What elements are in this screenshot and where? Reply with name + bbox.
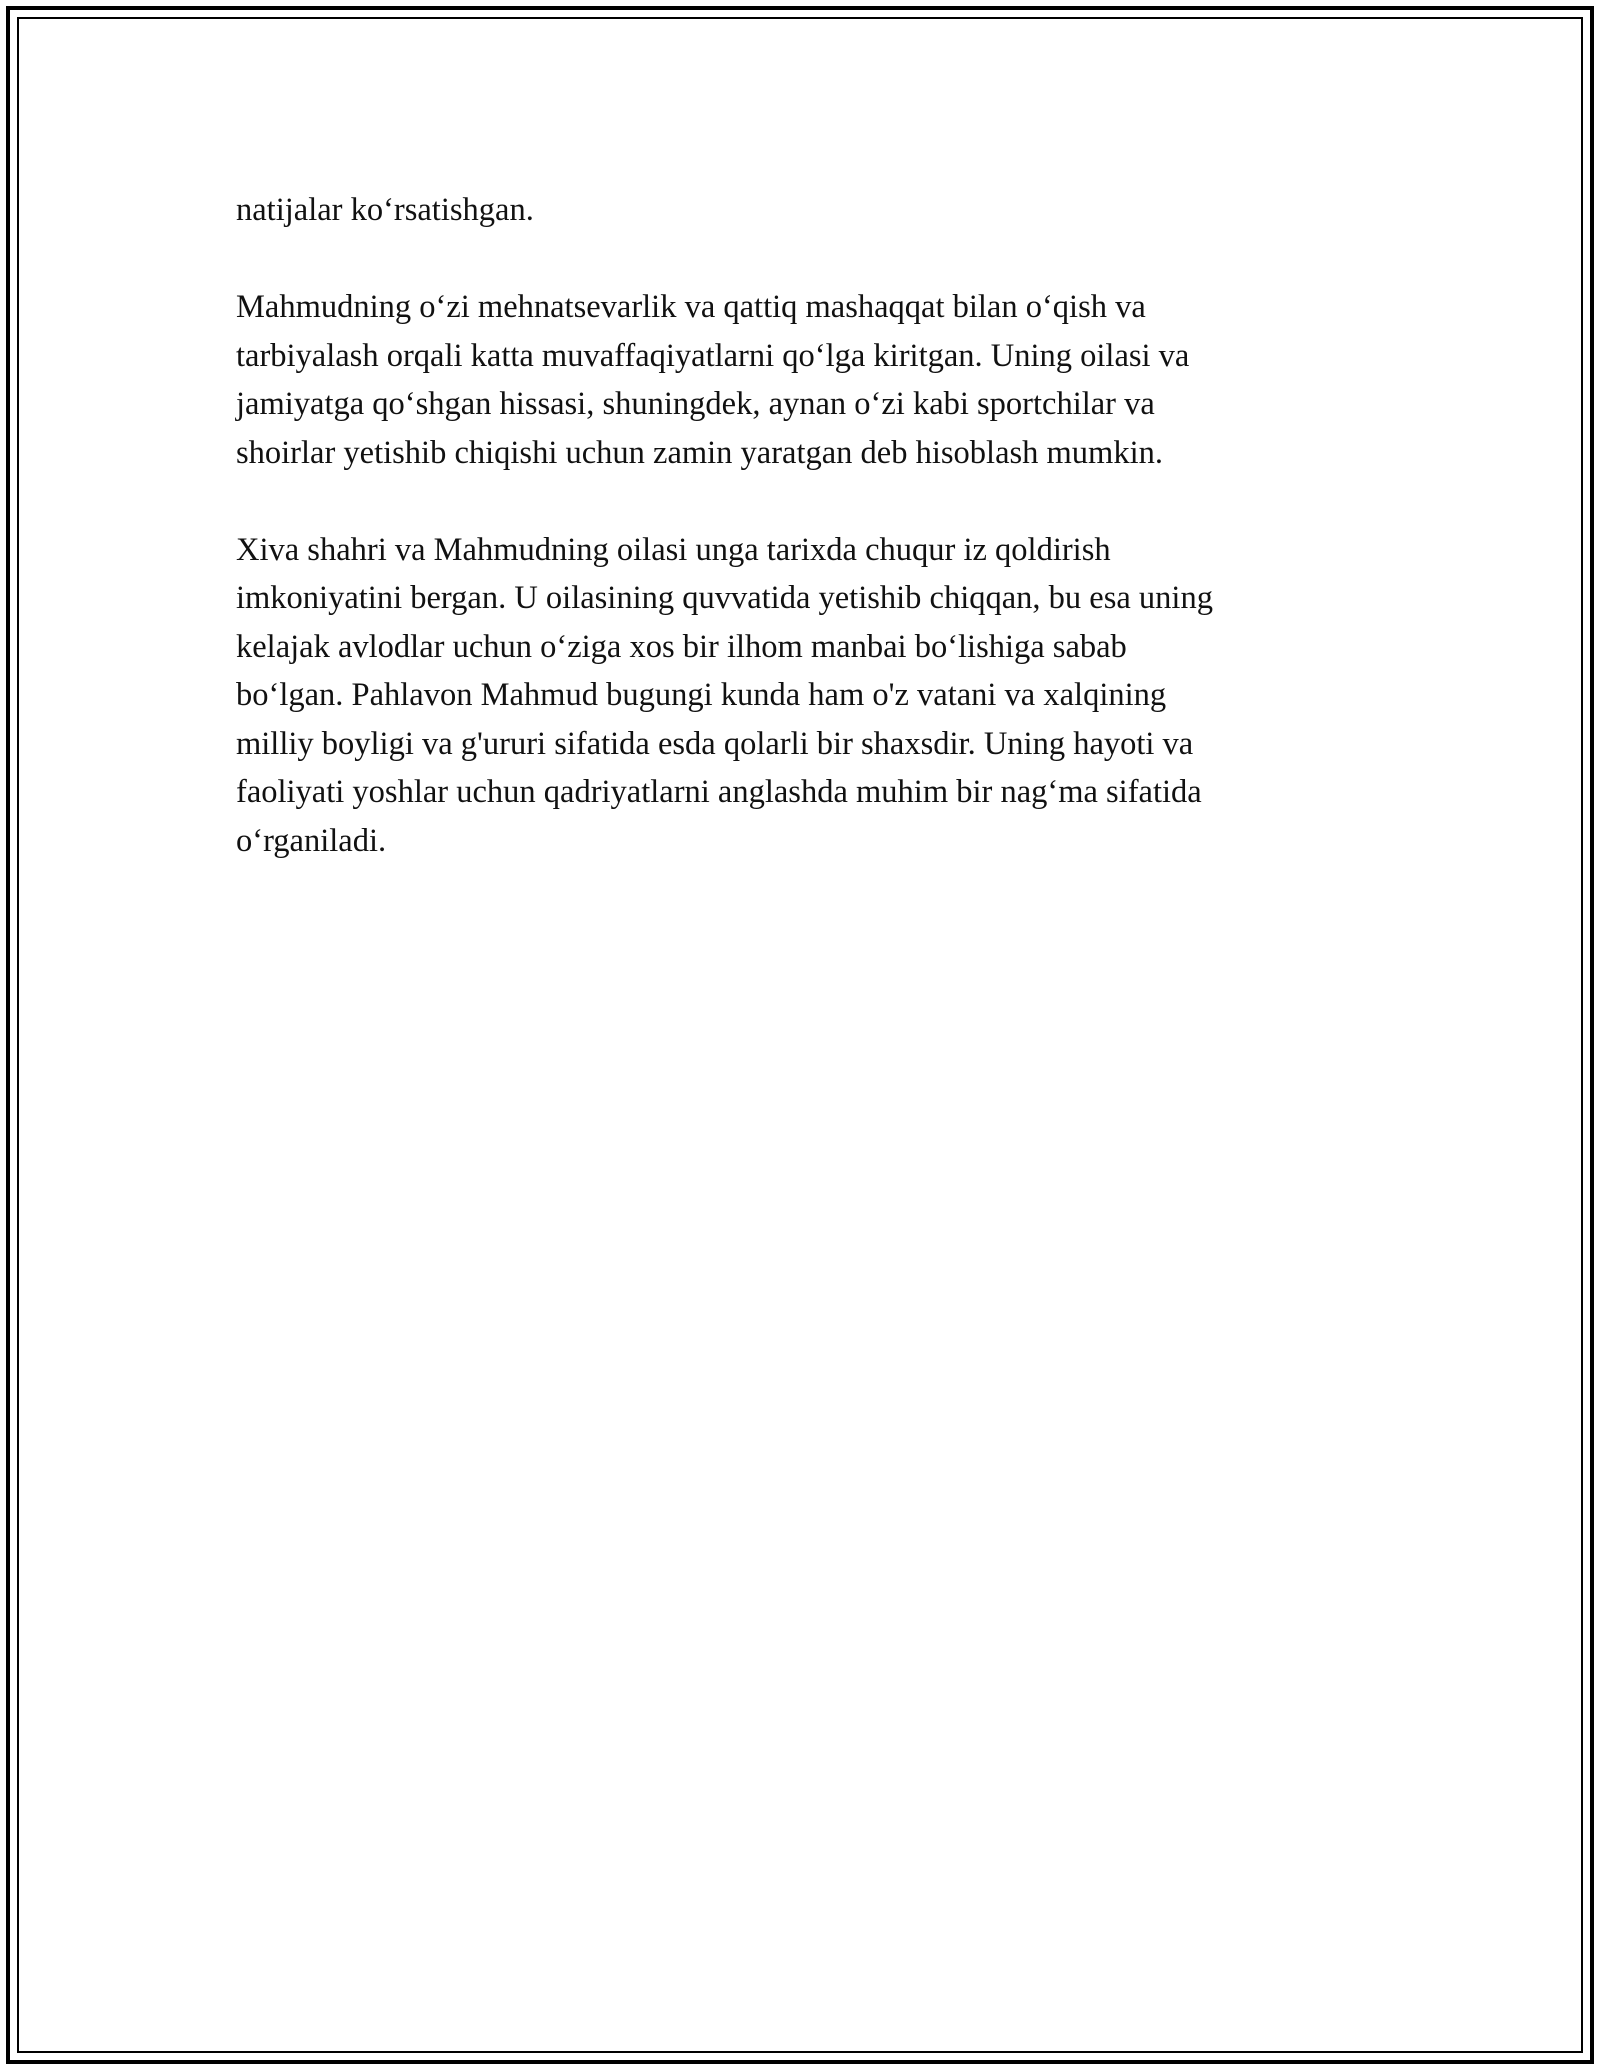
text-line: imkoniyatini bergan. U oilasining quvvatida yetishib chiqqan, bu esa uning bbox=[236, 580, 1213, 616]
paragraph bbox=[236, 526, 1366, 866]
text-line: Mahmudning o‘zi mehnatsevarlik va qattiq mashaqqat bilan o‘qish va bbox=[236, 289, 1146, 325]
text-line: kelajak avlodlar uchun o‘ziga xos bir ilhom manbai bo‘lishiga sabab bbox=[236, 628, 1127, 665]
text-line: faoliyati yoshlar uchun qadriyatlarni anglashda muhim bir nag‘ma sifatida bbox=[236, 774, 1202, 810]
text-line: bo‘lgan. Pahlavon Mahmud bugungi kunda ham o'z vatani va xalqining bbox=[236, 677, 1167, 713]
text-line: Xiva shahri va Mahmudning oilasi unga tarixda chuqur iz qoldirish bbox=[236, 531, 1111, 568]
document-body bbox=[236, 186, 1366, 914]
text-line: shoirlar yetishib chiqishi uchun zamin yaratgan deb hisoblash mumkin. bbox=[236, 434, 1163, 471]
text-line: o‘rganiladi. bbox=[236, 822, 387, 859]
text-line: natijalar ko‘rsatishgan. bbox=[236, 192, 534, 228]
paragraph bbox=[236, 283, 1366, 477]
text-line: milliy boyligi va g'ururi sifatida esda qolarli bir shaxsdir. Uning hayoti va bbox=[236, 725, 1194, 762]
paragraph bbox=[236, 186, 1366, 235]
text-line: jamiyatga qo‘shgan hissasi, shuningdek, aynan o‘zi kabi sportchilar va bbox=[236, 386, 1155, 422]
text-line: tarbiyalash orqali katta muvaffaqiyatlarni qo‘lga kiritgan. Uning oilasi va bbox=[236, 337, 1190, 374]
